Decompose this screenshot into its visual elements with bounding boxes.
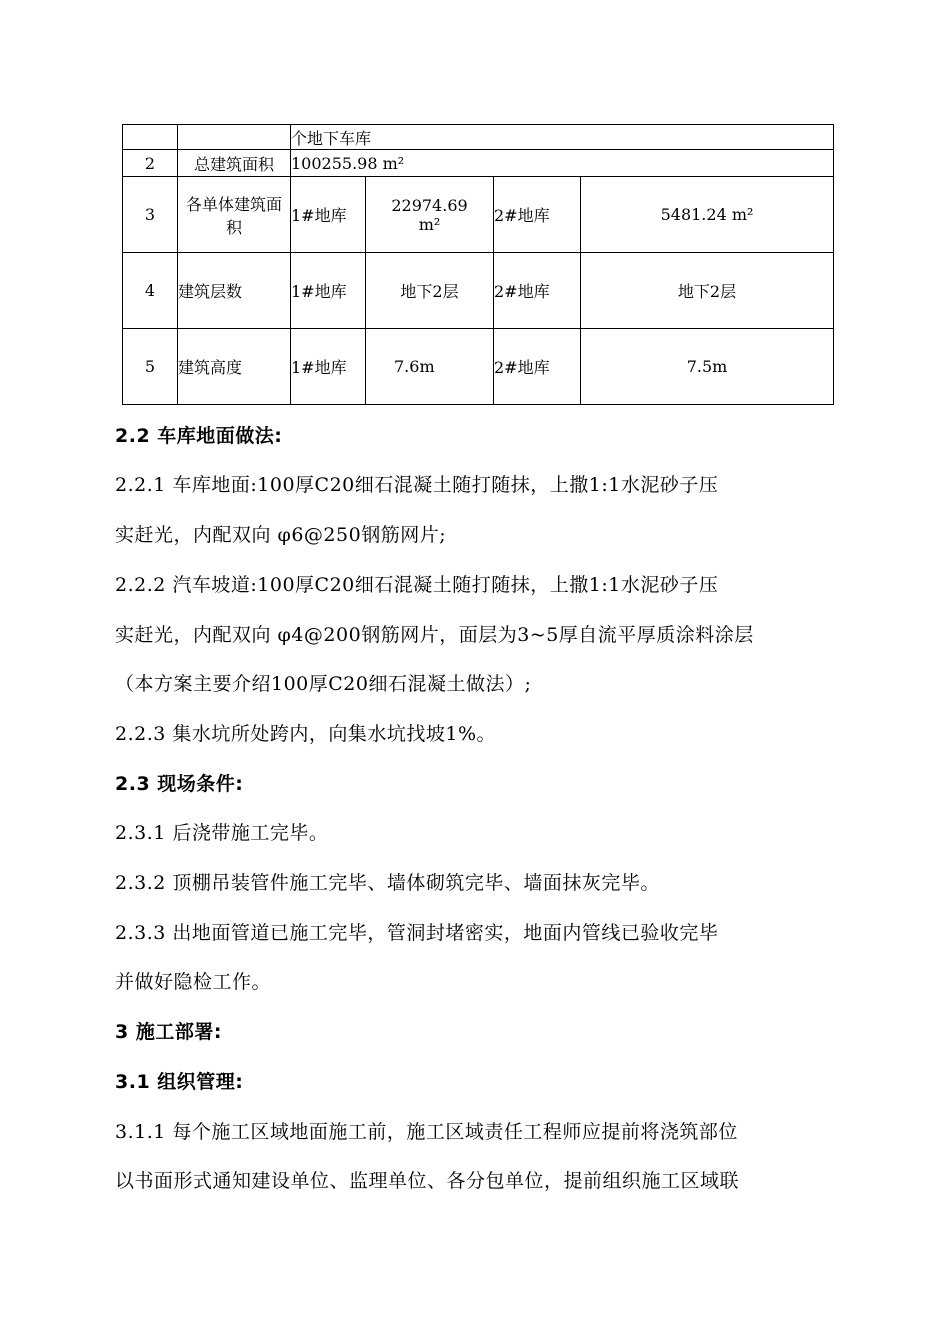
paragraph-line: 3.1.1 每个施工区域地面施工前，施工区域责任工程师应提前将浇筑部位 (115, 1121, 738, 1143)
unit-2-name: 2#地库 (494, 329, 581, 405)
unit-1-value: 22974.69 m² (366, 177, 494, 253)
row-label (178, 125, 291, 150)
paragraph-line: 并做好隐检工作。 (115, 971, 272, 993)
unit-1-name: 1#地库 (291, 177, 366, 253)
unit-1-value: 地下2层 (366, 253, 494, 329)
row-number: 4 (123, 253, 178, 329)
table-row (123, 253, 834, 329)
paragraph-line: 以书面形式通知建设单位、监理单位、各分包单位，提前组织施工区域联 (115, 1170, 740, 1192)
section-heading-3-1: 3.1 组织管理: (115, 1071, 244, 1093)
unit-2-value: 5481.24 m² (581, 177, 834, 253)
paragraph-line: 2.3.2 顶棚吊装管件施工完毕、墙体砌筑完毕、墙面抹灰完毕。 (115, 872, 660, 894)
paragraph-line: 实赶光，内配双向 φ6@250钢筋网片; (115, 524, 447, 546)
row-number: 3 (123, 177, 178, 253)
row-value: 100255.98 m² (291, 150, 834, 177)
paragraph-line: 2.2.2 汽车坡道:100厚C20细石混凝土随打随抹，上撒1:1水泥砂子压 (115, 574, 719, 596)
section-heading-2-2: 2.2 车库地面做法: (115, 425, 283, 447)
row-number: 5 (123, 329, 178, 405)
unit-1-name: 1#地库 (291, 253, 366, 329)
paragraph-line: 2.3.3 出地面管道已施工完毕，管洞封堵密实，地面内管线已验收完毕 (115, 922, 719, 944)
unit-2-name: 2#地库 (494, 253, 581, 329)
table-row (123, 150, 834, 177)
row-label: 总建筑面积 (178, 150, 291, 177)
row-label: 各单体建筑面积 (178, 177, 291, 253)
row-number: 2 (123, 150, 178, 177)
unit-2-value: 7.5m (581, 329, 834, 405)
paragraph-line: 2.2.1 车库地面:100厚C20细石混凝土随打随抹，上撒1:1水泥砂子压 (115, 474, 719, 496)
table-row (123, 329, 834, 405)
paragraph-line: （本方案主要介绍100厚C20细石混凝土做法）; (115, 673, 532, 695)
building-info-table (122, 124, 834, 405)
table-row (123, 125, 834, 150)
row-label: 建筑高度 (178, 329, 291, 405)
row-label: 建筑层数 (178, 253, 291, 329)
paragraph-line: 2.3.1 后浇带施工完毕。 (115, 822, 329, 844)
paragraph-line: 实赶光，内配双向 φ4@200钢筋网片，面层为3~5厚自流平厚质涂料涂层 (115, 624, 754, 646)
unit-2-value: 地下2层 (581, 253, 834, 329)
unit-2-name: 2#地库 (494, 177, 581, 253)
section-heading-2-3: 2.3 现场条件: (115, 773, 244, 795)
table-row (123, 177, 834, 253)
row-number (123, 125, 178, 150)
unit-1-value: 7.6m (366, 329, 494, 405)
row-value: 个地下车库 (291, 125, 834, 150)
unit-1-name: 1#地库 (291, 329, 366, 405)
paragraph-line: 2.2.3 集水坑所处跨内，向集水坑找坡1%。 (115, 723, 497, 745)
section-heading-3: 3 施工部署: (115, 1021, 222, 1043)
